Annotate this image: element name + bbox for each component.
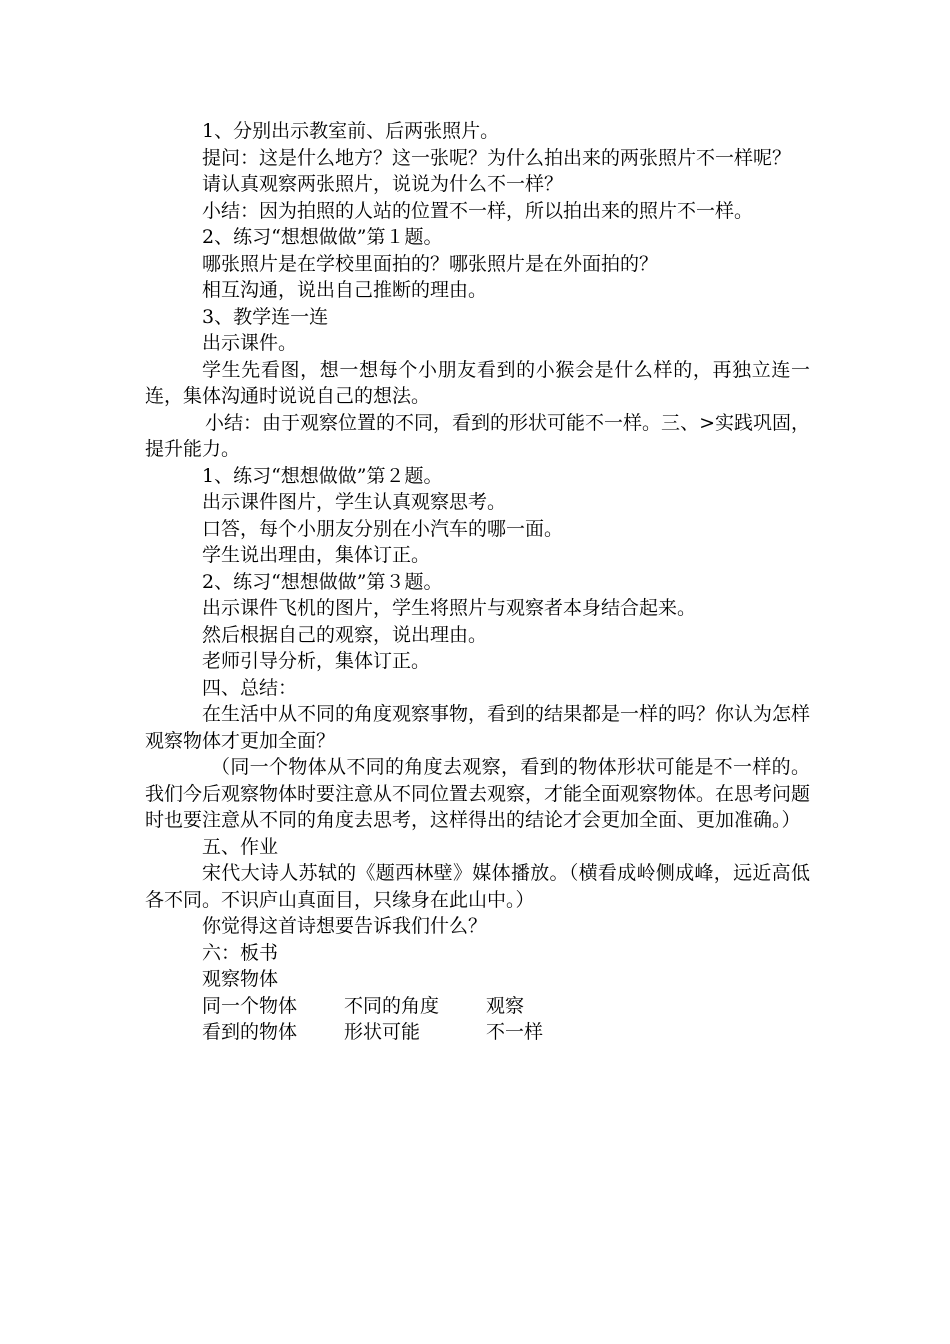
- paragraph: 出示课件图片，学生认真观察思考。: [202, 491, 507, 513]
- paragraph: 小结：因为拍照的人站的位置不一样，所以拍出来的照片不一样。: [202, 199, 754, 222]
- paragraph: 请认真观察两张照片，说说为什么不一样？: [202, 173, 564, 195]
- paragraph: 相互沟通，说出自己推断的理由。: [202, 279, 488, 301]
- paragraph: （同一个物体从不同的角度去观察，看到的物体形状可能是不一样的。我们今后观察物体时要注意从不同位置去观察，才能全面观察物体。在思考问题时也要注意从不同的角度去思考，这样得出的结论才会更加全面、更加准确。）: [145, 756, 811, 831]
- board-cell: 观察: [486, 994, 525, 1017]
- paragraph: 2、练习“想想做做”第３题。: [202, 570, 443, 593]
- paragraph: 四、总结：: [202, 676, 298, 699]
- paragraph: 3、教学连一连: [202, 305, 329, 328]
- paragraph: 观察物体: [202, 968, 279, 990]
- paragraph: 2、练习“想想做做”第１题。: [202, 226, 443, 248]
- paragraph: 出示课件飞机的图片，学生将照片与观察者本身结合起来。: [202, 597, 697, 619]
- paragraph: 五、作业: [202, 835, 279, 858]
- board-cell: 形状可能: [344, 1021, 421, 1043]
- paragraph: 你觉得这首诗想要告诉我们什么？: [202, 915, 488, 937]
- board-row-1: [145, 993, 810, 1020]
- paragraph: 六：板书: [202, 941, 279, 964]
- board-row-2: [145, 1019, 810, 1046]
- paragraph: 然后根据自己的观察，说出理由。: [202, 623, 488, 646]
- paragraph: 哪张照片是在学校里面拍的？哪张照片是在外面拍的？: [202, 252, 659, 275]
- paragraph: 学生先看图，想一想每个小朋友看到的小猴会是什么样的，再独立连一连，集体沟通时说说自己的想法。: [145, 358, 810, 407]
- board-cell: 看到的物体: [202, 1021, 298, 1043]
- paragraph: 1、练习“想想做做”第２题。: [202, 464, 443, 487]
- board-cell: 同一个物体: [202, 994, 298, 1017]
- paragraph: 1、分别出示教室前、后两张照片。: [202, 120, 500, 142]
- document-body: [145, 118, 810, 1046]
- paragraph: 老师引导分析，集体订正。: [202, 650, 431, 672]
- paragraph: 学生说出理由，集体订正。: [202, 544, 431, 566]
- board-cell: 不一样: [486, 1021, 544, 1043]
- board-cell: 不同的角度: [344, 994, 440, 1017]
- paragraph: 口答，每个小朋友分别在小汽车的哪一面。: [202, 517, 564, 540]
- paragraph: 出示课件。: [202, 332, 298, 354]
- paragraph: 提问：这是什么地方？这一张呢？为什么拍出来的两张照片不一样呢？: [202, 146, 792, 169]
- paragraph: 宋代大诗人苏轼的《题西林壁》媒体播放。（横看成岭侧成峰，远近高低各不同。不识庐山真面目，只缘身在此山中。）: [145, 862, 810, 911]
- paragraph: 小结：由于观察位置的不同，看到的形状可能不一样。三、>实践巩固，提升能力。: [145, 411, 810, 460]
- paragraph: 在生活中从不同的角度观察事物，看到的结果都是一样的吗？你认为怎样观察物体才更加全面？: [145, 703, 811, 752]
